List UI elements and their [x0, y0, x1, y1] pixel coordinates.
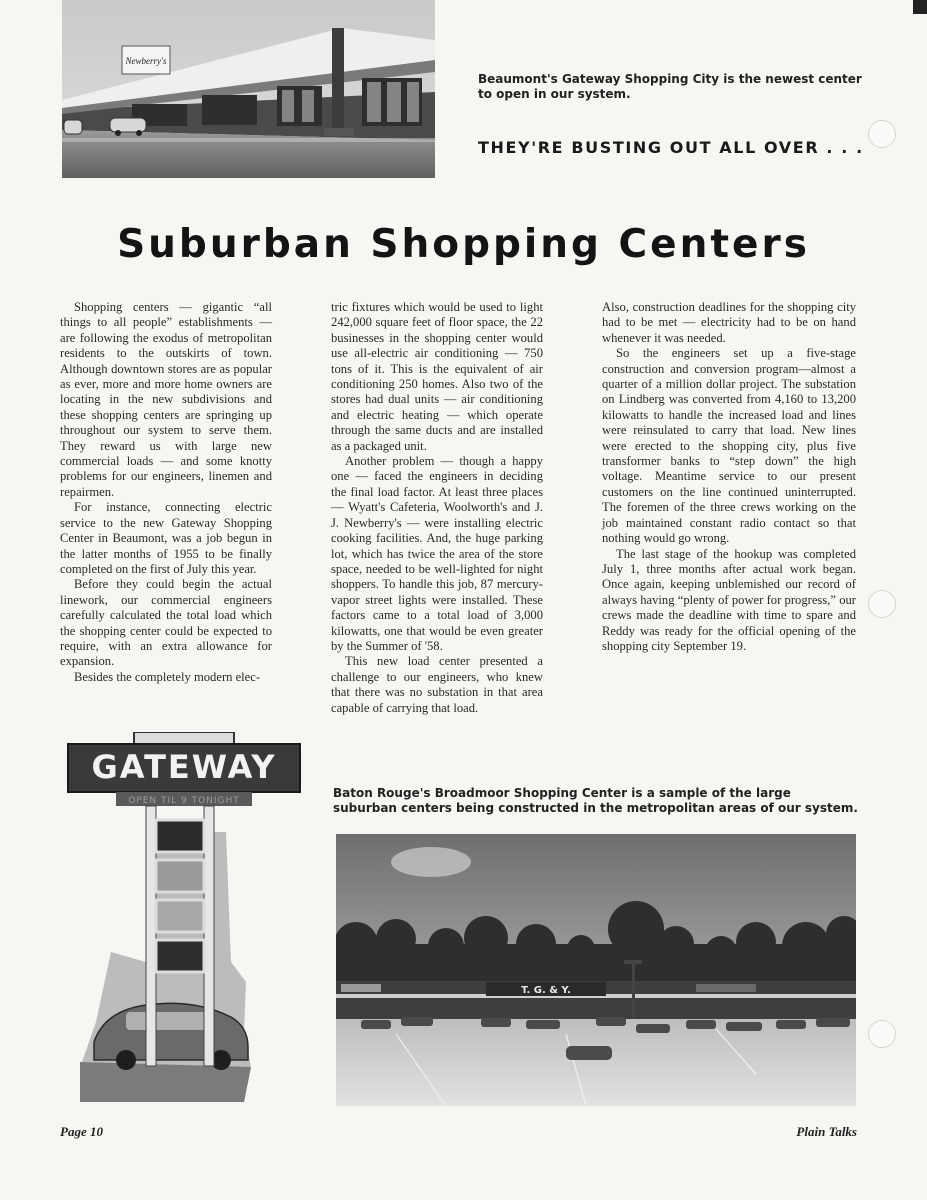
article-column-1 — [60, 300, 272, 685]
kicker-line: THEY'RE BUSTING OUT ALL OVER . . . — [478, 138, 864, 157]
punch-hole — [868, 590, 896, 618]
article-headline: Suburban Shopping Centers — [117, 222, 810, 267]
bottom-photo-caption: Baton Rouge's Broadmoor Shopping Center is a sample of the large suburban centers being constructed in the metropolitan areas of our system. — [333, 786, 858, 815]
gateway-sign-photo — [66, 732, 306, 1102]
article-paragraph: tric fixtures which would be used to light 242,000 square feet of floor space, the 22 businesses in the shopping center would use all-electric air conditioning — 750 tons of it. This is the equivalent of air conditioning 250 homes. Also two of the stores had dual units — air conditioning and electric heating — which operate through the same ducts and are installed as a packaged unit. — [331, 300, 543, 453]
gateway-storefront-photo — [62, 0, 435, 178]
article-paragraph: So the engineers set up a five-stage construction and conversion program—almost a quarter of a million dollar project. The substation on Lindberg was converted from 4,160 to 13,200 kilowatts to handle the increased load and lines were reinsulated to carry that load. New lines were erected to the shopping city, plus five transformer banks to “step down” the high voltage. Meantime service to our present customers on the line continued uninterrupted. The foremen of the three crews working on the job maintained constant radio contact so that nothing would go wrong. — [602, 346, 856, 546]
article-paragraph: This new load center presented a challenge to our engineers, who knew that there was no substation in that area capable of carrying that load. — [331, 654, 543, 715]
gateway-sign-illustration — [66, 732, 306, 1102]
top-photo-caption: Beaumont's Gateway Shopping City is the newest center to open in our system. — [478, 72, 862, 101]
article-paragraph: Another problem — though a happy one — faced the engineers in deciding the final load factor. At least three places — Wyatt's Cafeteria, Woolworth's and J. J. Newberry's — were installing electric cooking facilities. And, the huge parking lot, which has twice the area of the store space, needed to be well-lighted for night shoppers. To handle this job, 87 mercury-vapor street lights were installed. These factors came to a total load of 3,000 kilowatts, one that would be even greater by the Summer of '58. — [331, 454, 543, 653]
article-paragraph: Besides the completely modern elec- — [74, 669, 261, 684]
article-paragraph: Before they could begin the actual linework, our commercial engineers carefully calculated the total load which the shopping center could be expected to require, with an extra allowance for expansion. — [60, 577, 272, 669]
broadmoor-center-photo — [336, 834, 856, 1106]
article-paragraph: Shopping centers — gigantic “all things to all people” establishments — are following the exodus of metropolitan residents to the outskirts of town. Although downtown stores are as popular as ever, more and more home owners are locating in the new subdivisions and these shopping centers are springing up throughout our system to serve them. They reward us with large new commercial loads — and some knotty problems for our engineers, linemen and repairmen. — [60, 300, 272, 499]
punch-hole — [868, 1020, 896, 1048]
punch-hole — [868, 120, 896, 148]
gateway-sign-text: GATEWAY — [91, 748, 277, 786]
article-column-2 — [331, 300, 543, 716]
page-number: Page 10 — [60, 1124, 103, 1139]
storefront-illustration — [62, 0, 435, 178]
store-sign-text: T. G. & Y. — [521, 985, 571, 996]
article-paragraph: Also, construction deadlines for the shopping city had to be met — electricity had to be on hand whenever it was needed. — [602, 300, 856, 345]
article-paragraph: The last stage of the hookup was completed July 1, three months after actual work began. Once again, keeping unblemished our record of always having “plenty of power for progress,” our crews made the deadline with time to spare and Reddy was ready for the official opening of the shopping city September 19. — [602, 546, 856, 653]
article-column-3 — [602, 300, 856, 654]
page-edge — [913, 0, 927, 14]
broadmoor-illustration — [336, 834, 856, 1106]
storefront-sign-text: Newberry's — [125, 56, 167, 66]
publication-name: Plain Talks — [796, 1124, 857, 1139]
gateway-sign-subtext: OPEN TIL 9 TONIGHT — [128, 796, 240, 806]
article-paragraph: For instance, connecting electric service to the new Gateway Shopping Center in Beaumont, was a job begun in the latter months of 1955 to be finally completed on the first of July this year. — [60, 500, 272, 576]
